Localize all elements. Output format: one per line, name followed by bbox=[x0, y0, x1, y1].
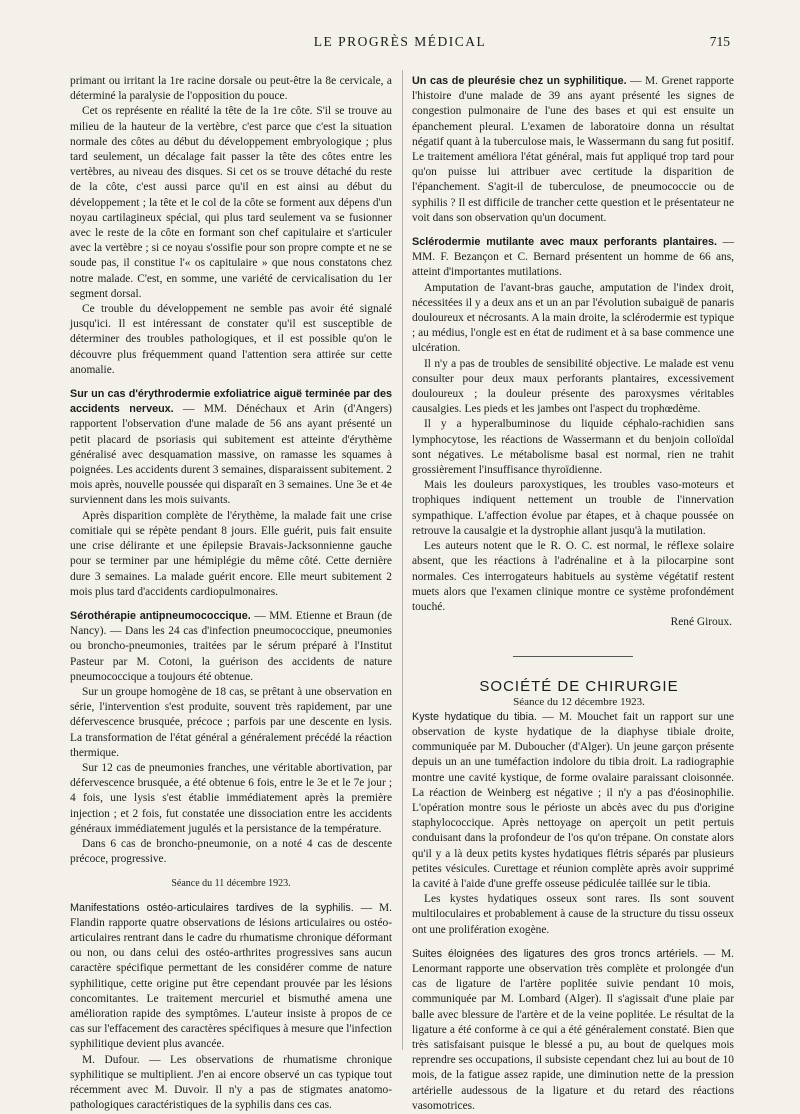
session-date: Séance du 11 décembre 1923. bbox=[171, 878, 291, 890]
article-manifestations bbox=[70, 901, 392, 1053]
author-signature: René Giroux. bbox=[670, 616, 732, 629]
article-title: Sur un cas d'érythrodermie exfoliatrice aiguë terminée par des accidents nerveux. bbox=[70, 388, 392, 416]
article-sclerodermie bbox=[412, 235, 734, 281]
paragraph: Il n'y a pas de troubles de sensibilité objective. Le malade est venu consulter pour deux maux perforants plantaires, excessivement douloureux ; la douleur présente des paroxysmes véritables causalgies. Les pieds et les jambes ont l'aspect du trophœdème. bbox=[412, 357, 734, 416]
paragraph: Sur 12 cas de pneumonies franches, une véritable abortivation, par défervescence brusquée, a été obtenue 6 fois, entre le 3e et le 7e jour ; 4 fois, une lysis s'est établie immédiatement après la première injection ; et 2 fois, fut constatée une dissociation entre les accidents généraux immédiatement jugulés et la persistance de la température. bbox=[70, 761, 392, 835]
paragraph: Ce trouble du développement ne semble pas avoir été signalé jusqu'ici. Il est intéressant de constater qu'il est susceptible de déterminer des troubles pathologiques, et il est possible qu'on le découvre plus fréquemment quand l'attention sera attirée sur cette anomalie. bbox=[70, 303, 392, 376]
section-title: SOCIÉTÉ DE CHIRURGIE bbox=[479, 678, 679, 696]
article-kyste bbox=[412, 710, 734, 892]
paragraph: Les kystes hydatiques osseux sont rares. Ils sont souvent multiloculaires et probablement à cause de la structure du tissu osseux ont une prolifération exogène. bbox=[412, 893, 734, 936]
article-erythrodermie bbox=[70, 387, 392, 509]
article-title: Suites éloignées des ligatures des gros troncs artériels. bbox=[412, 947, 698, 960]
paragraph: primant ou irritant la 1re racine dorsale ou peut-être la 8e cervicale, a déterminé la paralysie de l'opposition du pouce. bbox=[70, 75, 392, 103]
article-body: — MM. F. Bezançon et C. Bernard présentent un homme de 66 ans, atteint d'importantes mutilations. bbox=[412, 236, 734, 279]
session-date: Séance du 12 décembre 1923. bbox=[513, 695, 645, 708]
article-title: Manifestations ostéo-articulaires tardives de la syphilis. bbox=[70, 901, 354, 914]
article-pleuresie bbox=[412, 74, 734, 226]
article-serotherapie bbox=[70, 609, 392, 685]
paragraph: Cet os représente en réalité la tête de la 1re côte. S'il se trouve au milieu de la hauteur de la vertèbre, c'est parce que c'est la situation normale des côtes au début du développement embryologique ; plus tard seulement, un décalage fait passer la tête des côtes entre les vertèbres, au niveau des disques. Si cet os se trouve détaché du reste de la côte, c'est aussi parce qu'il en est ainsi au début du développement ; la tête et le col de la côte se forment aux dépens d'un noyau cartilagineux spécial, qui plus tard seulement va se fusionner avec le reste de la côte en formant son chef capitulaire et s'articuler avec la vertèbre ; si ce noyau s'ossifie pour son propre compte et ne se soude pas, il constitue l'« os capitulaire » que nous constatons chez notre malade. C'est, en somme, une variété de cervicalisation du 1er segment dorsal. bbox=[70, 105, 392, 300]
paragraph: M. Dufour. — Les observations de rhumatisme chronique syphilitique se multiplient. J'en ai encore observé un cas typique tout récemment avec M. Duvoir. Il n'y a pas de stigmates anatomo-pathologiques caractéristiques de la syphilis dans ces cas. bbox=[70, 1053, 392, 1112]
paragraph: Amputation de l'avant-bras gauche, amputation de l'index droit, nécessitées il y a deux ans et un an par l'évolution subaiguë de panaris douloureux et nécrosants. A la main droite, la sclérodermie est typique ; au médius, l'ongle est en état de rudiment et à sa base commence une ulcération. bbox=[412, 281, 734, 355]
article-body: — M. Flandin rapporte quatre observations de lésions articulaires ou ostéo-articulaires rentrant dans le cadre du rhumatisme chronique déformant ou non, ou dans celui des ostéo-arthrites progressives sans aucun caractère spécifique permettant de les considérer comme de nature syphilitique, cette origine put être cependant prouvée par les lésions concomitantes. Le traitement mercuriel et bismuthé amena une amélioration rapide des symptômes. L'auteur insiste à propos de ce cas sur l'effacement des caractères spécifiques à mesure que l'infection syphilitique devient plus avancée. bbox=[70, 901, 392, 1051]
column-divider bbox=[402, 70, 403, 1050]
article-body: — M. Grenet rapporte l'histoire d'une malade de 39 ans ayant présenté les signes de congestion pulmonaire de l'une des bases et qui est ensuite un épanchement pleural. L'examen de laboratoire donna un résultat négatif quant à la tuberculose mais, le Wassermann du sang fut positif. Le traitement améliora l'état général, mais fut appliqué trop tard pour qu'on puisse lui attribuer avec certitude la disparition de l'épanchement. S'agit-il de tuberculose, de pneumococcie ou de syphilis ? Il est difficile de trancher cette question et le présentateur ne voit dans son observation qu'un document. bbox=[412, 75, 734, 224]
article-suites bbox=[412, 947, 734, 1114]
page-header bbox=[70, 34, 730, 54]
paragraph: Après disparition complète de l'érythème, la malade fait une crise comitiale qui se répète pendant 8 jours. Elle guérit, puis fait ensuite une crise délirante et une épilepsie Bravais-Jacksonnienne gauche pour se terminer par une hémiplégie du même côté. Cette dernière dure 3 semaines. La malade guérit encore. Elle meurt subitement 2 mois plus tard d'accidents cardiopulmonaires. bbox=[70, 509, 392, 598]
article-body: — MM. Dénéchaux et Arin (d'Angers) rapportent l'observation d'une malade de 56 ans ayant présenté un petit placard de psoriasis qui subitement est atteinte d'érythème généralisé avec desquamation massive, on ramasse les squames à poignées. Les accidents durent 3 semaines, disparaissent subitement. 2 mois après, nouvelle poussée qui disparaît en 3 semaines. Une 3e et 4e surviennent dans les mois suivants. bbox=[70, 403, 393, 507]
article-title: Un cas de pleurésie chez un syphilitique. bbox=[412, 75, 627, 87]
article-body: — MM. Etienne et Braun (de Nancy). — Dans les 24 cas d'infection pneumococcique, pneumonies ou broncho-pneumonies, traitées par le sérum préparé à l'Institut Pasteur par M. Cotoni, la guérison des accidents de nature pneumococcique a toujours été obtenue. bbox=[70, 609, 393, 683]
paragraph: Mais les douleurs paroxystiques, les troubles vaso-moteurs et trophiques indiquent nettement un trouble de l'innervation sympathique. L'affection évolue par étapes, et à chaque poussée on retrouve la causalgie et la dystrophie allant jusqu'à la mutilation. bbox=[412, 479, 734, 537]
paragraph: Il y a hyperalbuminose du liquide céphalo-rachidien sans lymphocytose, les réactions de Wassermann et du benjoin colloïdal sont négatives. Le métabolisme basal est normal, rien ne trahit grossièrement l'insuffisance thyroïdienne. bbox=[412, 418, 734, 477]
running-title: LE PROGRÈS MÉDICAL bbox=[313, 34, 487, 49]
section-rule bbox=[513, 656, 633, 657]
article-body: — M. Mouchet fait un rapport sur une observation de kyste hydatique de la diaphyse tibiale droite, communiquée par M. Duboucher (d'Alger). Un jeune garçon présente depuis un an une tuméfaction indolore du tibia droit. La radiographie montre une cavité kystique, de forme ovalaire paraissant cloisonnée. La réaction de Weinberg est négative ; il n'y a pas d'éosinophilie. L'opération montre sous le périoste un abcès avec du pus d'origine staphylococcique. Après nettoyage on aperçoit un petit pertuis conduisant dans la profondeur de l'os qu'on trépane. On constate alors qu'il y a là deux petits kystes hydatiques flétris séparés par plusieurs petites vésicules. Curettage et réunion complète après avoir supprimé la cavité à l'aide d'une greffe osseuse pédiculée taillée sur le tibia. bbox=[412, 710, 734, 890]
paragraph: Les auteurs notent que le R. O. C. est normal, le réflexe solaire absent, que les réactions à l'adrénaline et à la pilocarpine sont normales. Ces interrogateurs habituels au système végétatif restent muets alors que l'examen clinique montre ce système profondément touché. bbox=[412, 540, 734, 613]
page-number: 715 bbox=[709, 34, 730, 49]
paragraph: Sur un groupe homogène de 18 cas, se prêtant à une observation en série, l'intervention s'est produite, souvent très rapidement, par une défervescence brusquée, précoce ; parfois par une descente en lysis. La transformation de l'état général a généralement précédé la réaction thermique. bbox=[70, 685, 392, 759]
paragraph: Dans 6 cas de broncho-pneumonie, on a noté 4 cas de descente précoce, progressive. bbox=[70, 837, 392, 866]
article-body: — M. Lenormant rapporte une observation très complète et prolongée d'un cas de ligature de l'artère poplitée suivie pendant 10 mois, communiquée par M. Lombard (Alger). Il s'agissait d'une plaie par balle avec blessure de l'artère et de la veine poplitée. Le résultat de la ligature a été conforme à ce qui a été généralement constaté. Bien que très satisfaisant puisque le blessé a pu, au bout de quelques mois reprendre ses occupations, il subsiste cependant chez lui au bout de 10 mois, de la fatigue assez rapide, une diminution nette de la pression artérielle audessous de la ligature et du retard des réactions vasomotrices. bbox=[412, 947, 734, 1112]
left-column bbox=[70, 74, 392, 1113]
right-column bbox=[412, 74, 734, 1114]
article-title: Sérothérapie antipneumococcique. bbox=[70, 609, 251, 622]
article-title: Kyste hydatique du tibia. bbox=[412, 710, 537, 723]
article-title: Sclérodermie mutilante avec maux perforants plantaires. bbox=[412, 236, 717, 249]
